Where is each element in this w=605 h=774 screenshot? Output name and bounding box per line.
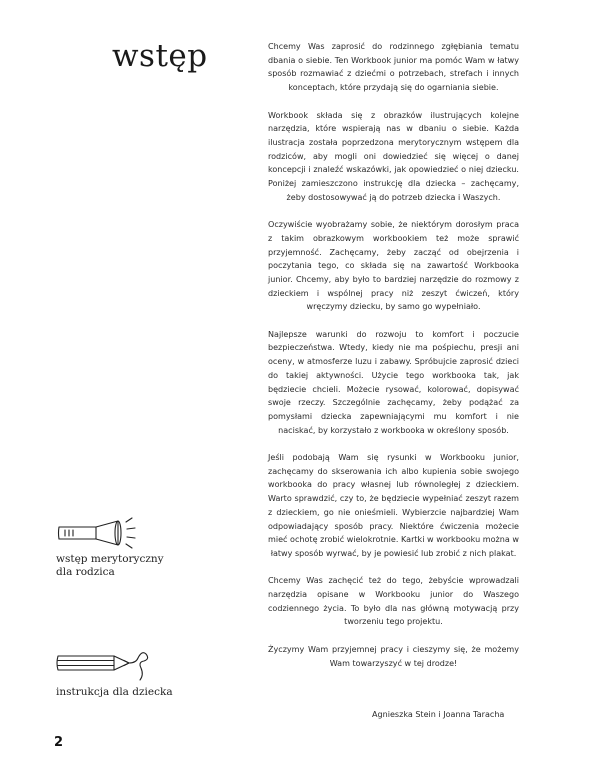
legend-child-instruction-label: instrukcja dla dziecka	[56, 686, 173, 698]
page-title: wstęp	[112, 38, 208, 74]
legend-parent-intro-label	[56, 553, 164, 579]
pencil-icon	[56, 648, 156, 682]
paragraph: Workbook składa się z obrazków ilustrujących kolejne narzędzia, które wspierają nas w dbaniu o siebie. Każda ilustracja została poprzedzona merytorycznym wstępem dla rodziców, aby mogli oni dowiedzieć się więcej o danej koncepcji i znaleźć wskazówki, jak opowiedzieć o niej dziecku. Poniżej zamieszczono instrukcję dla dziecka – zachęcamy, żeby dostosowywać ją do potrzeb dziecka i Waszych.	[268, 110, 519, 202]
legend-parent-intro-line-2: dla rodzica	[56, 566, 115, 578]
body-text	[268, 40, 519, 684]
paragraph: Chcemy Was zaprosić do rodzinnego zgłębiania tematu dbania o siebie. Ten Workbook junior ma pomóc Wam w łatwy sposób rozmawiać z dziećmi o potrzebach, strefach i innych konceptach, które przydają się do ogarniania siebie.	[268, 42, 519, 93]
legend-child-instruction	[56, 648, 173, 699]
paragraph: Oczywiście wyobrażamy sobie, że niektórym dorosłym praca z takim obrazkowym workbookiem też może sprawić przyjemność. Zachęcamy, żeby zacząć od obejrzenia i poczytania tego, co składa się na zawartość Workbooka junior. Chcemy, aby było to bardziej narzędzie do rozmowy z dzieckiem i wspólnej pracy niż zeszyt ćwiczeń, który wręczymy dziecku, by samo go wypełniało.	[268, 220, 519, 312]
paragraph: Życzymy Wam przyjemnej pracy i cieszymy się, że możemy Wam towarzyszyć w tej drodze!	[268, 644, 519, 668]
legend-parent-intro	[56, 517, 164, 579]
paragraph: Jeśli podobają Wam się rysunki w Workbooku junior, zachęcamy do skserowania ich albo kupienia sobie swojego workbooka do pracy własnej lub równoległej z dzieckiem. Warto sprawdzić, czy to, że będziecie wypełniać zeszyt razem z dzieckiem, go nie onieśmieli. Wybierzcie najbardziej Wam odpowiadający sposób pracy. Niektóre ćwiczenia możecie mieć ochotę zrobić wielokrotnie. Kartki w workbooku można w łatwy sposób wyrwać, by je powiesić lub zrobić z nich plakat.	[268, 453, 519, 558]
flashlight-icon	[56, 517, 142, 549]
paragraph: Najlepsze warunki do rozwoju to komfort i poczucie bezpieczeństwa. Wtedy, kiedy nie ma pośpiechu, presji ani oceny, w atmosferze luzu i zabawy. Spróbujcie zaprosić dzieci do takiej aktywności. Użycie tego workbooka tak, jak będziecie chcieli. Możecie rysować, kolorować, dopisywać swoje rzeczy. Szczególnie zachęcamy, żeby podążać za pomysłami dziecka zapewniającymi mu komfort i nie naciskać, by korzystało z workbooka w określony sposób.	[268, 329, 519, 435]
legend-parent-intro-line-1: wstęp merytoryczny	[56, 553, 164, 565]
author-signature: Agnieszka Stein i Joanna Taracha	[372, 710, 505, 719]
page-number: 2	[54, 735, 64, 750]
paragraph: Chcemy Was zachęcić też do tego, żebyście wprowadzali narzędzia opisane w Workbooku junior do Waszego codziennego życia. To było dla nas główną motywacją przy tworzeniu tego projektu.	[268, 576, 519, 627]
